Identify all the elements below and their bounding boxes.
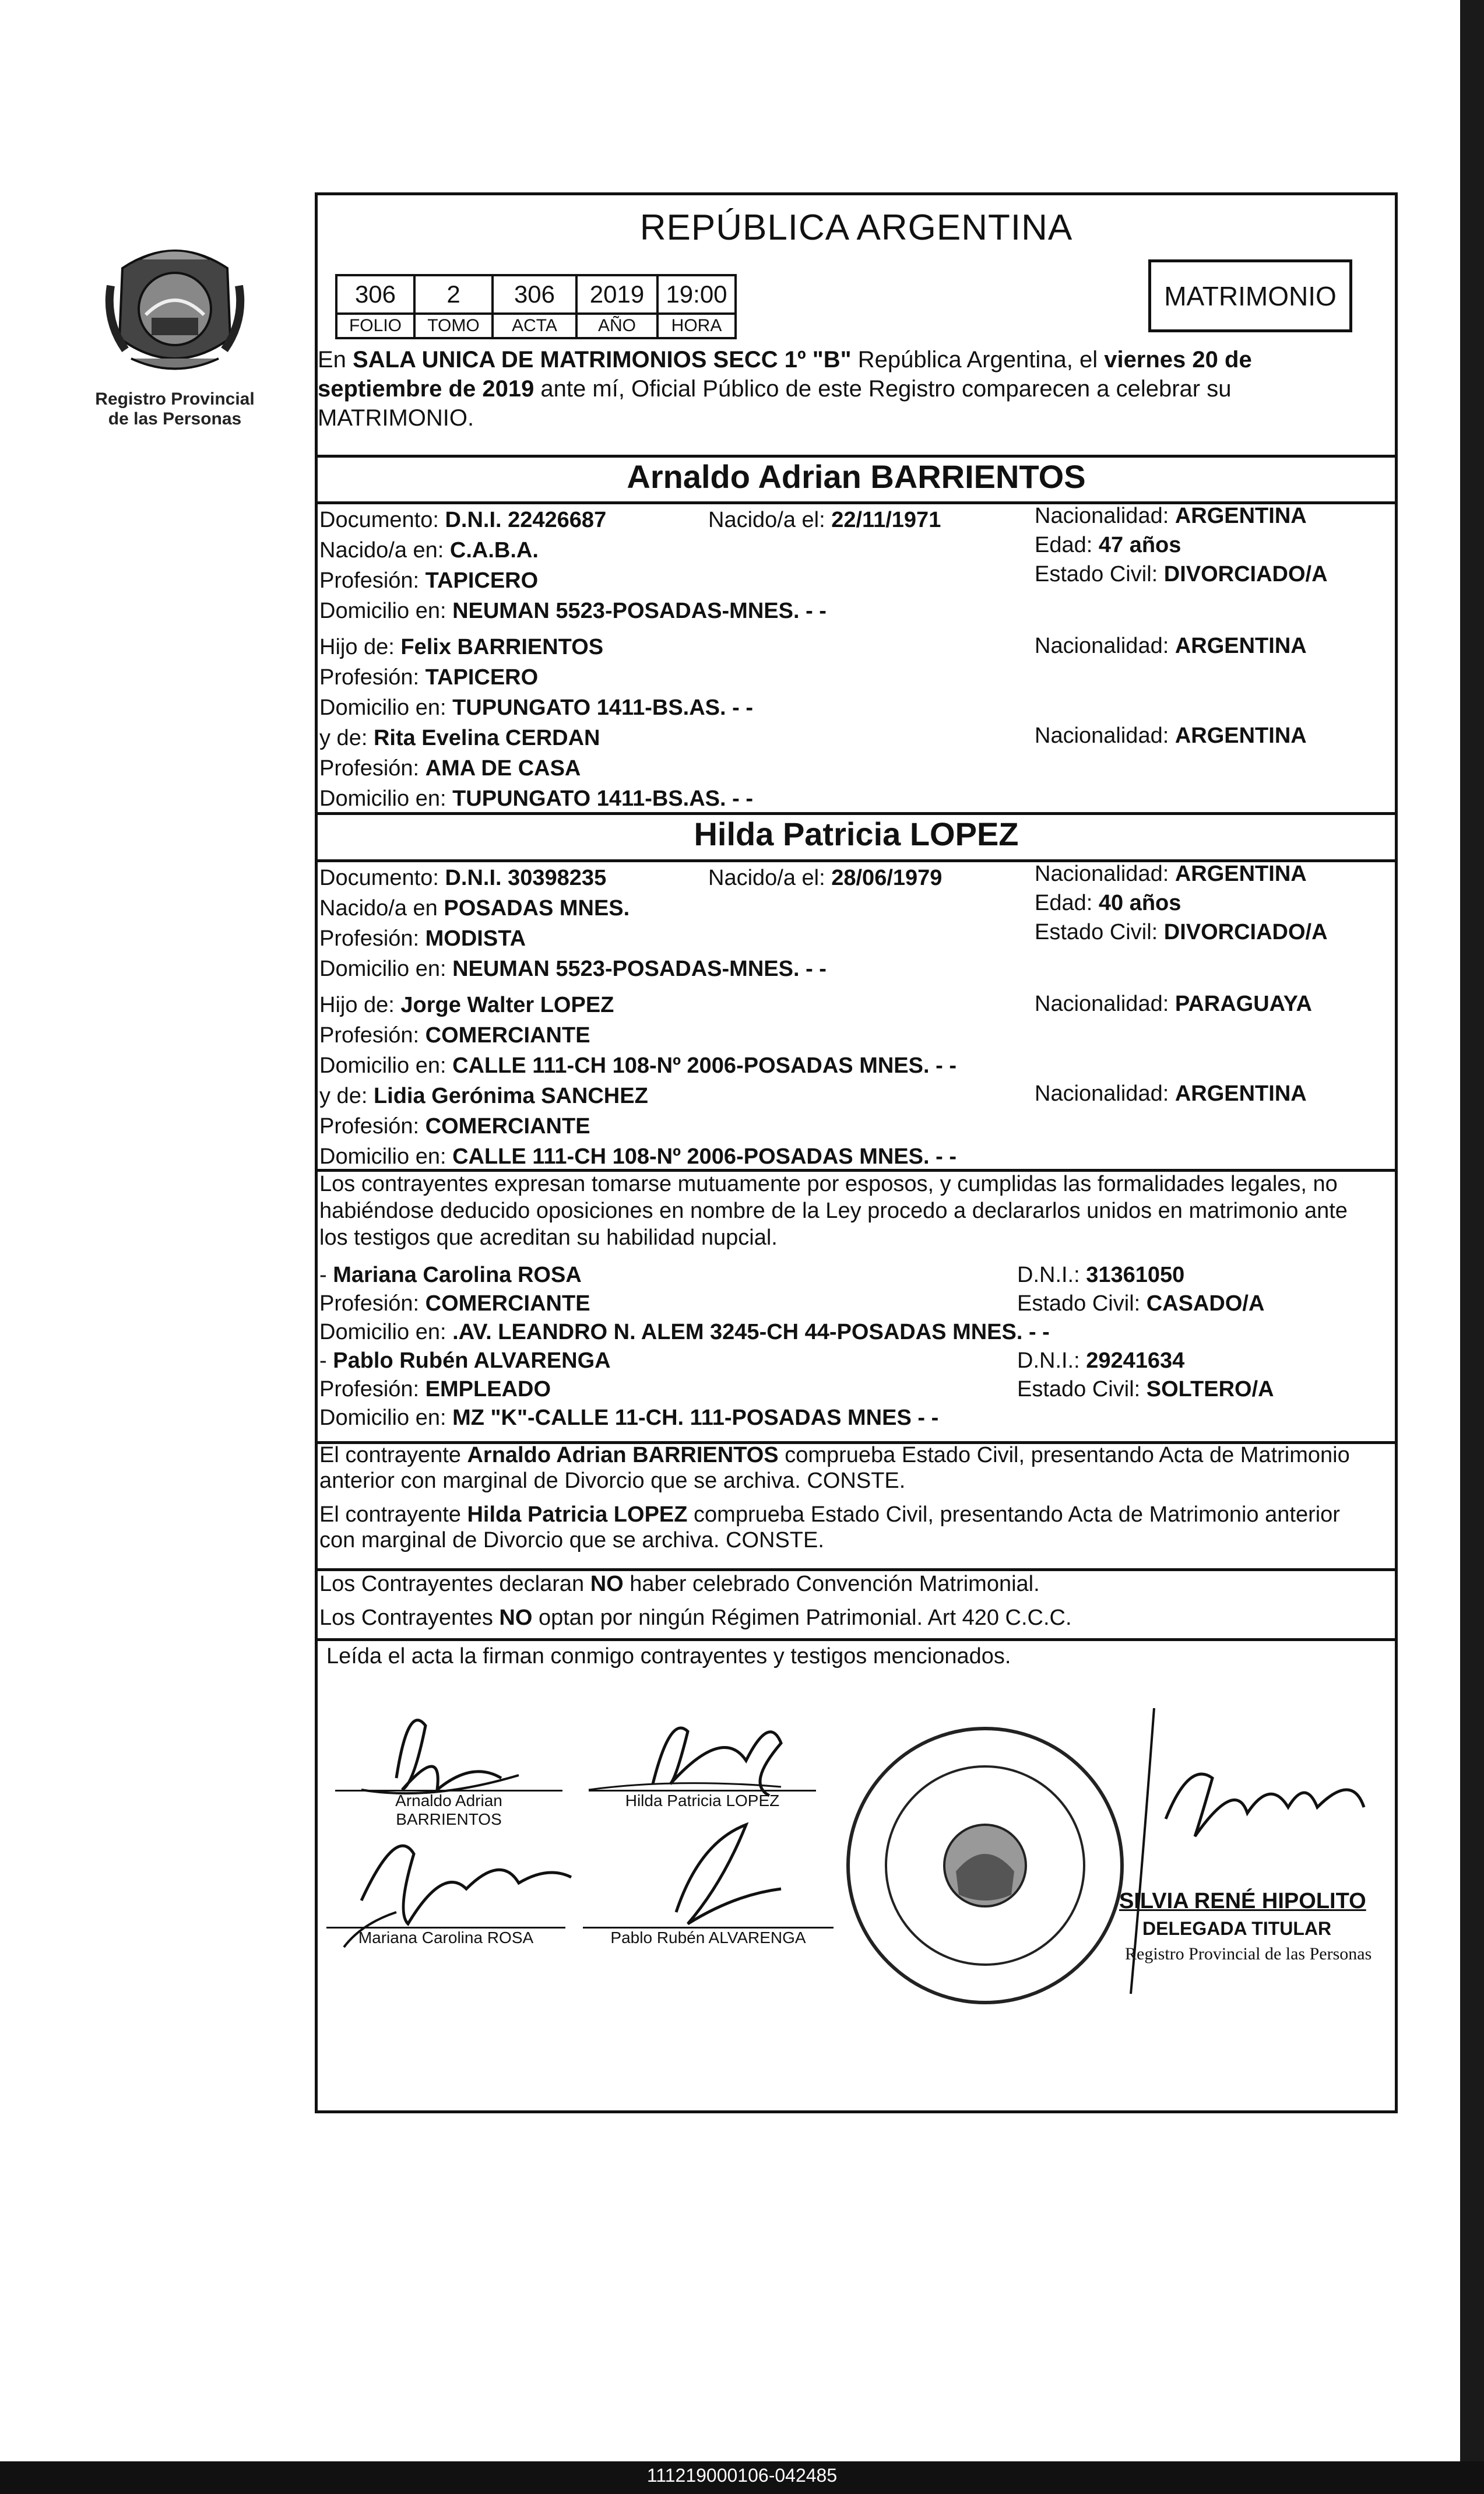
label: Profesión: [319,1114,425,1139]
groom-father-profession: TAPICERO [425,665,539,690]
intro-text: En [318,347,353,373]
civil-status-text: anterior con marginal de Divorcio que se archiva. CONSTE. [319,1469,906,1493]
record-reference-table [335,274,737,339]
label: Domicilio en: [319,1406,453,1430]
civil-status-groom: Arnaldo Adrian BARRIENTOS [467,1443,779,1467]
civil-status-bride: Hilda Patricia LOPEZ [467,1502,688,1527]
logo-caption-line2: de las Personas [108,409,242,428]
groom-father: Felix BARRIENTOS [400,635,604,659]
label: D.N.I.: [1017,1348,1086,1373]
declaration-paragraph [319,1171,1348,1251]
civil-status-section [319,1442,1350,1553]
bride-civil-status: DIVORCIADO/A [1163,920,1328,944]
bride-nationality: ARGENTINA [1174,862,1307,886]
acta-value: 306 [493,275,576,314]
intro-paragraph [318,345,1396,433]
bride-father-profession: COMERCIANTE [425,1023,590,1048]
bride-address: NEUMAN 5523-POSADAS-MNES. - - [452,957,827,981]
bride-mother-nationality-line [1035,1079,1307,1109]
witness-2-profession: EMPLEADO [425,1377,551,1401]
official-office: Registro Provincial de las Personas [1125,1944,1372,1963]
groom-address: NEUMAN 5523-POSADAS-MNES. - - [452,599,827,623]
intro-text: MATRIMONIO. [318,405,474,431]
declaration-line: habiéndose deducido oposiciones en nombre de la Ley procedo a declararlos unidos en matrimonio ante [319,1199,1348,1223]
groom-mother-profession: AMA DE CASA [425,756,581,781]
groom-mother-address: TUPUNGATO 1411-BS.AS. - - [452,786,753,811]
label: Domicilio en: [319,1320,453,1344]
hora-value: 19:00 [657,275,736,314]
witness-2-name: Pablo Rubén ALVARENGA [333,1348,611,1373]
label: Nacionalidad: [1035,992,1175,1016]
groom-signature-label [350,1792,548,1829]
declaration-line: los testigos que acreditan su habilidad nupcial. [319,1225,778,1250]
bride-details-left [319,863,956,1172]
document-title: REPÚBLICA ARGENTINA [639,208,1073,248]
label: Profesión: [319,568,425,593]
intro-text: República Argentina, el [851,347,1105,373]
folio-value: 306 [336,275,414,314]
groom-father-address: TUPUNGATO 1411-BS.AS. - - [452,695,753,720]
groom-details-right [1035,501,1328,589]
label: Nacionalidad: [1035,1081,1175,1106]
official-name: SILVIA RENÉ HIPOLITO [1119,1889,1366,1913]
bride-details-right [1035,859,1328,947]
bride-birthplace: POSADAS MNES. [444,896,630,921]
label: Domicilio en: [319,957,453,981]
convention-emphasis: NO [499,1606,533,1630]
label: Estado Civil: [1035,562,1164,586]
witness-bullet: - [319,1348,333,1373]
label: Domicilio en: [319,599,453,623]
groom-details-left [319,505,827,814]
bride-document: D.N.I. 30398235 [445,866,607,890]
bride-mother-nationality: ARGENTINA [1174,1081,1307,1106]
logo-caption-line1: Registro Provincial [95,389,255,409]
bride-father-nationality-line [1035,989,1312,1019]
groom-birthdate: 22/11/1971 [831,508,941,532]
bride-profession: MODISTA [425,926,526,951]
bride-age: 40 años [1098,891,1181,915]
witness-bullet: - [319,1263,333,1287]
label: Profesión: [319,1023,425,1048]
label: Nacido/a el: [708,866,832,890]
groom-name: Arnaldo Adrian BARRIENTOS [627,458,1086,495]
groom-mother-nationality: ARGENTINA [1174,723,1307,748]
civil-status-text: El contrayente [319,1502,467,1527]
groom-civil-status: DIVORCIADO/A [1163,562,1328,586]
bride-father: Jorge Walter LOPEZ [400,993,614,1017]
intro-date: septiembre de 2019 [318,376,534,402]
groom-father-nationality: ARGENTINA [1174,634,1307,658]
anio-label: AÑO [576,314,657,338]
label: Nacionalidad: [1035,723,1175,748]
groom-birthplace: C.A.B.A. [449,538,539,563]
scan-edge [1460,0,1484,2494]
convention-text: optan por ningún Régimen Patrimonial. Art 420 C.C.C. [532,1606,1072,1630]
label: Documento: [319,866,445,890]
witness-2-civil-status: SOLTERO/A [1146,1377,1274,1401]
bride-father-address: CALLE 111-CH 108-Nº 2006-POSADAS MNES. - - [452,1053,956,1078]
bride-mother-address: CALLE 111-CH 108-Nº 2006-POSADAS MNES. - - [452,1144,956,1169]
anio-value: 2019 [576,275,657,314]
registry-logo [87,233,262,429]
label: Estado Civil: [1017,1291,1147,1316]
witness1-signature-label: Mariana Carolina ROSA [358,1929,534,1947]
convention-text: haber celebrado Convención Matrimonial. [623,1572,1040,1596]
hora-label: HORA [657,314,736,338]
groom-mother-nationality-line [1035,721,1307,751]
witness-1-address: .AV. LEANDRO N. ALEM 3245-CH 44-POSADAS MNES. - - [452,1320,1050,1344]
label: Nacido/a en: [319,538,450,563]
groom-signature-surname: BARRIENTOS [396,1810,502,1828]
intro-text: ante mí, Oficial Público de este Registro comparecen a celebrar su [534,376,1232,402]
label: Nacido/a en [319,896,444,921]
witness-1-name: Mariana Carolina ROSA [333,1263,582,1287]
bride-signature-label: Hilda Patricia LOPEZ [625,1792,780,1810]
label: Hijo de: [319,993,401,1017]
groom-profession: TAPICERO [425,568,539,593]
declaration-line: Los contrayentes expresan tomarse mutuamente por esposos, y cumplidas las formalidades legales, no [319,1172,1338,1196]
witnesses-left [319,1261,1050,1432]
witness-1-dni: 31361050 [1086,1263,1185,1287]
witness-1-profession: COMERCIANTE [425,1291,590,1316]
bride-name: Hilda Patricia LOPEZ [694,816,1019,852]
bride-mother-profession: COMERCIANTE [425,1114,590,1139]
label: Domicilio en: [319,695,453,720]
tomo-label: TOMO [414,314,493,338]
closing-text: Leída el acta la firman conmigo contrayentes y testigos mencionados. [326,1644,1011,1668]
civil-status-text: El contrayente [319,1443,467,1467]
witness-1-civil-status: CASADO/A [1146,1291,1265,1316]
bride-birthdate: 28/06/1979 [831,866,943,890]
label: Profesión: [319,665,425,690]
label: Nacido/a el: [708,508,832,532]
conventions-section [319,1569,1072,1632]
groom-mother: Rita Evelina CERDAN [373,726,600,750]
label: Edad: [1035,533,1099,557]
acta-label: ACTA [493,314,576,338]
label: Estado Civil: [1017,1377,1147,1401]
intro-date: viernes 20 de [1104,347,1252,373]
groom-signature-name: Arnaldo Adrian [395,1792,502,1810]
document-barcode-number: 111219000106-042485 [646,2465,838,2486]
official-stamp-icon [839,1720,1131,2011]
witness-2-address: MZ "K"-CALLE 11-CH. 111-POSADAS MNES - - [452,1406,939,1430]
label: Domicilio en: [319,1053,453,1078]
tomo-value: 2 [414,275,493,314]
bride-mother: Lidia Gerónima SANCHEZ [373,1084,648,1108]
label: Edad: [1035,891,1099,915]
bride-father-nationality: PARAGUAYA [1174,992,1312,1016]
label: Profesión: [319,1291,425,1316]
label: Profesión: [319,1377,425,1401]
label: Domicilio en: [319,1144,453,1169]
official-role: DELEGADA TITULAR [1142,1918,1332,1939]
folio-label: FOLIO [336,314,414,338]
label: Estado Civil: [1035,920,1164,944]
label: Nacionalidad: [1035,504,1175,528]
label: Profesión: [319,756,425,781]
groom-age: 47 años [1098,533,1181,557]
convention-text: Los Contrayentes declaran [319,1572,590,1596]
provincial-emblem-icon [99,233,251,385]
groom-document: D.N.I. 22426687 [445,508,607,532]
label: Hijo de: [319,635,401,659]
label: y de: [319,1084,374,1108]
label: y de: [319,726,374,750]
groom-nationality: ARGENTINA [1174,504,1307,528]
convention-emphasis: NO [590,1572,624,1596]
groom-father-nationality-line [1035,631,1307,661]
civil-status-text: comprueba Estado Civil, presentando Acta de Matrimonio anterior [687,1502,1340,1527]
groom-birthdate-line [708,505,941,535]
civil-status-text: comprueba Estado Civil, presentando Acta de Matrimonio [778,1443,1350,1467]
witnesses-right [1017,1261,1274,1404]
intro-office: SALA UNICA DE MATRIMONIOS SECC 1º "B" [353,347,852,373]
convention-text: Los Contrayentes [319,1606,500,1630]
label: D.N.I.: [1017,1263,1086,1287]
record-type-box: MATRIMONIO [1148,259,1352,332]
witness-2-dni: 29241634 [1086,1348,1185,1373]
label: Documento: [319,508,445,532]
bride-birthdate-line [708,863,942,893]
label: Nacionalidad: [1035,634,1175,658]
label: Profesión: [319,926,425,951]
label: Domicilio en: [319,786,453,811]
civil-status-text: con marginal de Divorcio que se archiva. CONSTE. [319,1528,824,1552]
label: Nacionalidad: [1035,862,1175,886]
witness2-signature-label: Pablo Rubén ALVARENGA [610,1929,806,1947]
